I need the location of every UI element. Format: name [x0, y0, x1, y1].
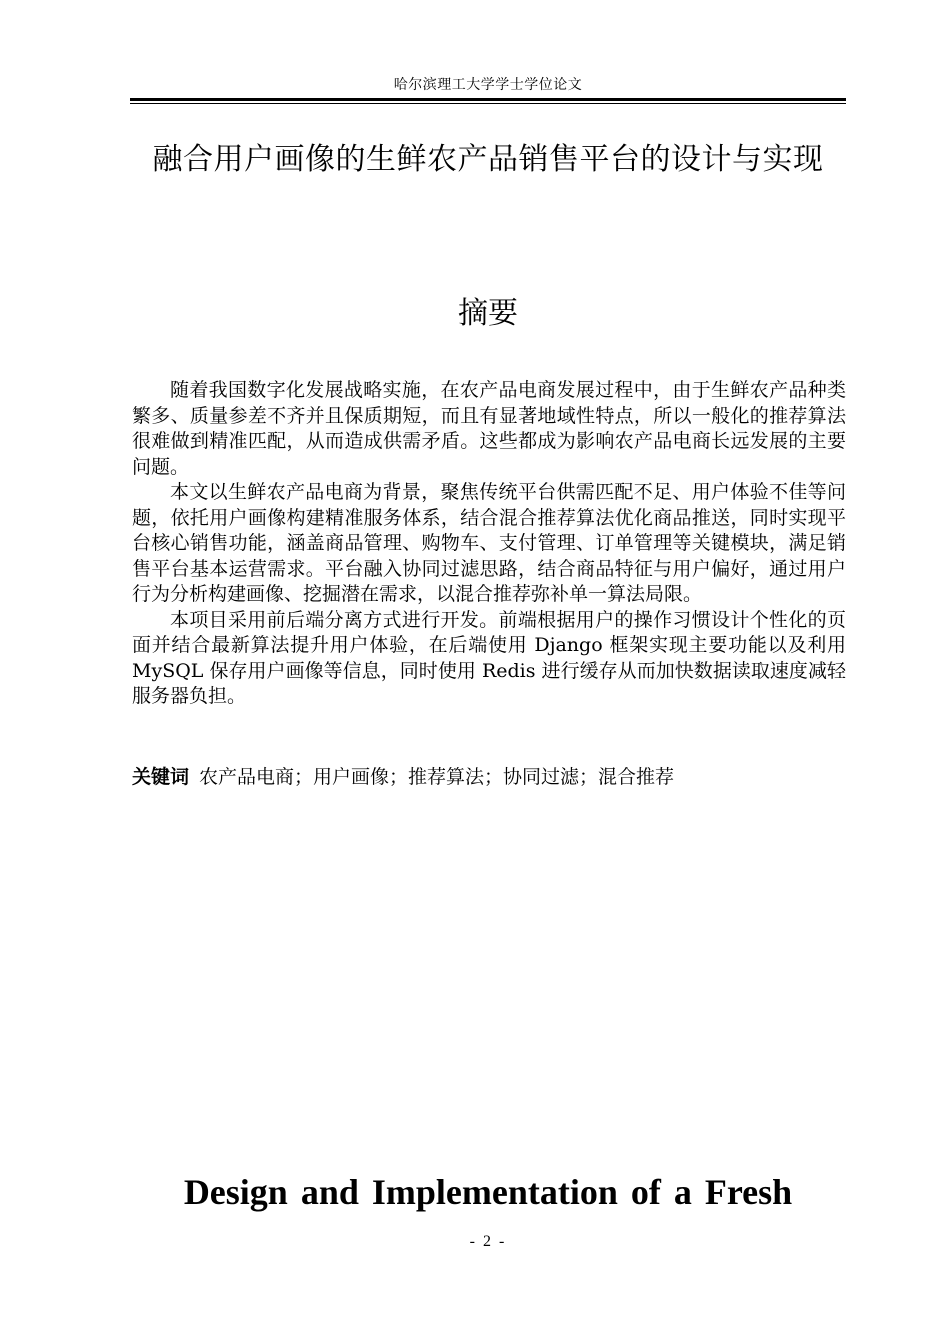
keywords-label: 关键词: [132, 766, 190, 788]
abstract-heading: 摘要: [458, 296, 518, 331]
abstract-paragraph-3: 本项目采用前后端分离方式进行开发。前端根据用户的操作习惯设计个性化的页面并结合最新算法提升用户体验，在后端使用 Django 框架实现主要功能以及利用 MySQL 保存用户画像等信息，同时使用 Redis 进行缓存从而加快数据读取速度减轻服务器负担。: [132, 608, 846, 707]
english-title: Design and Implementation of a Fresh: [183, 1172, 793, 1212]
abstract-body: [132, 378, 846, 710]
keywords-text: 农产品电商；用户画像；推荐算法；协同过滤；混合推荐: [199, 766, 675, 788]
running-header: 哈尔滨理工大学学士学位论文: [393, 77, 583, 93]
keywords-line: [132, 764, 846, 790]
abstract-paragraph-2: 本文以生鲜农产品电商为背景，聚焦传统平台供需匹配不足、用户体验不佳等问题，依托用户画像构建精准服务体系，结合混合推荐算法优化商品推送，同时实现平台核心销售功能，涵盖商品管理、购物车、支付管理、订单管理等关键模块，满足销售平台基本运营需求。平台融入协同过滤思路，结合商品特征与用户偏好，通过用户行为分析构建画像、挖掘潜在需求，以混合推荐弥补单一算法局限。: [132, 481, 846, 605]
header-rule-thin: [130, 103, 846, 104]
page-number: - 2 -: [469, 1233, 507, 1250]
header-rule-thick: [130, 98, 846, 101]
chinese-title: 融合用户画像的生鲜农产品销售平台的设计与实现: [152, 142, 824, 177]
abstract-paragraph-1: 随着我国数字化发展战略实施，在农产品电商发展过程中，由于生鲜农产品种类繁多、质量参差不齐并且保质期短，而且有显著地域性特点，所以一般化的推荐算法很难做到精准匹配，从而造成供需矛盾。这些都成为影响农产品电商长远发展的主要问题。: [132, 379, 846, 478]
